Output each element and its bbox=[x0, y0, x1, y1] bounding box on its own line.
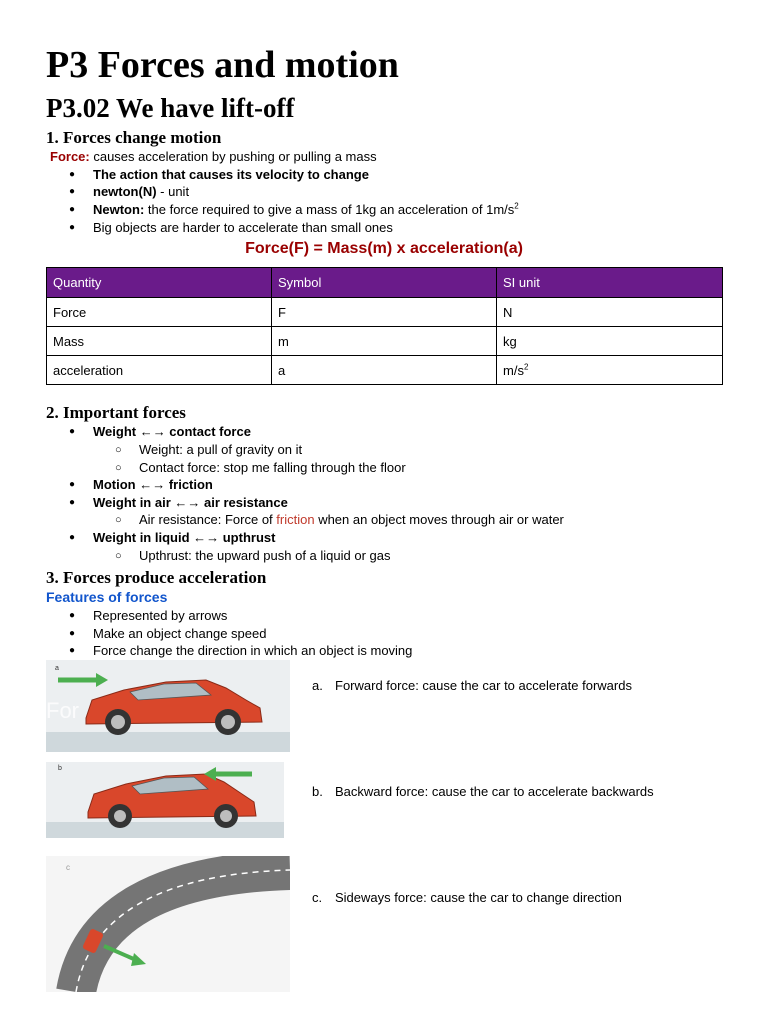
bullet-text: Weight in liquid ←→ upthrust bbox=[93, 530, 276, 545]
section2-heading: 2. Important forces bbox=[46, 403, 186, 422]
section1-heading: 1. Forces change motion bbox=[46, 128, 222, 147]
table-cell: acceleration bbox=[47, 356, 272, 385]
table-header-row bbox=[47, 268, 723, 298]
caption-label: a. bbox=[312, 678, 323, 693]
force-term: Force: bbox=[50, 149, 90, 164]
bullet-text: Contact force: stop me falling through the floor bbox=[139, 460, 406, 475]
caption-forward bbox=[312, 677, 632, 695]
bullet-text: Weight ←→ contact force bbox=[93, 424, 251, 439]
image-tag: a bbox=[55, 665, 59, 672]
sub-list-item bbox=[139, 459, 406, 477]
image-tag: c bbox=[66, 863, 70, 872]
table-row bbox=[47, 298, 723, 327]
bullet-text: Big objects are harder to accelerate than small ones bbox=[93, 220, 393, 235]
bullet-text: Weight: a pull of gravity on it bbox=[139, 442, 303, 457]
bullet-text: Air resistance: Force of bbox=[139, 512, 277, 527]
caption-label: b. bbox=[312, 784, 323, 799]
caption-sideways bbox=[312, 889, 622, 907]
bullet-text: Make an object change speed bbox=[93, 626, 267, 641]
table-header-cell: SI unit bbox=[497, 268, 723, 298]
table-cell: F bbox=[272, 298, 497, 327]
unit-text: m/s bbox=[503, 362, 524, 378]
list-item bbox=[93, 219, 393, 237]
force-definition bbox=[50, 148, 377, 166]
caption-text: Backward force: cause the car to accelerate backwards bbox=[335, 784, 654, 799]
formula: Force(F) = Mass(m) x acceleration(a) bbox=[245, 240, 523, 257]
page-subtitle: P3.02 We have lift-off bbox=[46, 93, 295, 123]
caption-text: Forward force: cause the car to accelerate forwards bbox=[335, 678, 632, 693]
friction-highlight: friction bbox=[276, 512, 315, 527]
section3-heading: 3. Forces produce acceleration bbox=[46, 568, 267, 587]
sub-list-item bbox=[139, 547, 390, 565]
table-row bbox=[47, 327, 723, 356]
list-item bbox=[93, 183, 189, 201]
bullet-text: Force change the direction in which an object is moving bbox=[93, 643, 413, 658]
bullet-text: Motion ←→ friction bbox=[93, 477, 213, 492]
bullet-text: the force required to give a mass of 1kg an acceleration of 1m/s bbox=[144, 202, 515, 217]
car-sideways-illustration bbox=[46, 856, 290, 992]
features-subheading: Features of forces bbox=[46, 589, 168, 605]
table-cell: N bbox=[497, 298, 723, 327]
table-row bbox=[47, 356, 723, 385]
table-cell: kg bbox=[497, 327, 723, 356]
sub-list-item bbox=[139, 441, 302, 459]
list-item bbox=[93, 166, 369, 184]
car-backward-illustration bbox=[46, 762, 284, 838]
bullet-text: when an object moves through air or water bbox=[314, 512, 564, 527]
quantity-table bbox=[46, 267, 723, 385]
car-backward-force-image bbox=[46, 762, 284, 838]
table-cell: a bbox=[272, 356, 497, 385]
bullet-text: Weight in air ←→ air resistance bbox=[93, 495, 288, 510]
list-item bbox=[93, 642, 412, 660]
watermark-text: For bbox=[46, 698, 79, 723]
list-item bbox=[93, 529, 275, 547]
table-cell: Force bbox=[47, 298, 272, 327]
bullet-bold: newton(N) bbox=[93, 184, 157, 199]
bullet-text: Upthrust: the upward push of a liquid or gas bbox=[139, 548, 391, 563]
list-item bbox=[93, 625, 266, 643]
sub-list-item bbox=[139, 511, 564, 529]
list-item bbox=[93, 423, 251, 441]
table-cell: Mass bbox=[47, 327, 272, 356]
page-title: P3 Forces and motion bbox=[46, 44, 399, 86]
list-item bbox=[93, 607, 227, 625]
caption-label: c. bbox=[312, 890, 323, 905]
caption-text: Sideways force: cause the car to change direction bbox=[335, 890, 622, 905]
force-definition-text: causes acceleration by pushing or pulling a mass bbox=[89, 149, 377, 164]
list-item bbox=[93, 476, 213, 494]
table-cell bbox=[497, 356, 723, 385]
bullet-text: The action that causes its velocity to change bbox=[93, 167, 369, 182]
caption-backward bbox=[312, 783, 654, 801]
list-item bbox=[93, 201, 519, 219]
car-sideways-force-image bbox=[46, 856, 290, 992]
list-item bbox=[93, 494, 288, 512]
bullet-text: - unit bbox=[156, 184, 190, 199]
car-forward-illustration bbox=[46, 660, 290, 752]
superscript: 2 bbox=[523, 362, 529, 372]
bullet-bold: Newton: bbox=[93, 202, 145, 217]
car-forward-force-image bbox=[46, 660, 290, 752]
image-tag: b bbox=[58, 765, 62, 772]
table-cell: m bbox=[272, 327, 497, 356]
table-header-cell: Symbol bbox=[272, 268, 497, 298]
superscript: 2 bbox=[514, 201, 519, 211]
table-header-cell: Quantity bbox=[47, 268, 272, 298]
bullet-text: Represented by arrows bbox=[93, 608, 228, 623]
